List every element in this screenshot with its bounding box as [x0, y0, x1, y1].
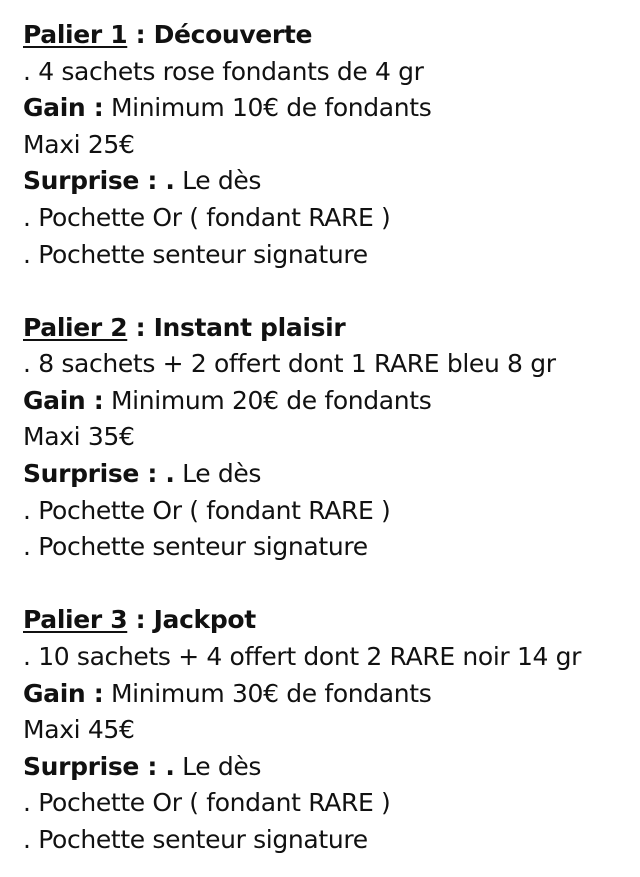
surprise-label: Surprise : . — [23, 166, 175, 196]
tier-separator: : — [127, 312, 154, 342]
tier-item-line: . 10 sachets + 4 offert dont 2 RARE noir 14 gr — [23, 641, 582, 671]
tier-name: Découverte — [153, 20, 313, 49]
tier-pochette-or-line: . Pochette Or ( fondant RARE ) — [23, 495, 391, 525]
tier-gain-line — [23, 383, 640, 420]
tier-item-line: . 4 sachets rose fondants de 4 gr — [23, 56, 424, 86]
tier-separator: : — [127, 605, 154, 635]
tier-surprise-line — [23, 749, 640, 786]
tier-heading — [23, 602, 640, 639]
tier-1 — [23, 17, 640, 273]
gain-text: Minimum 30€ de fondants — [103, 678, 432, 708]
gain-text: Minimum 20€ de fondants — [103, 385, 432, 415]
tier-pochette-or-line: . Pochette Or ( fondant RARE ) — [23, 202, 391, 232]
gain-text: Minimum 10€ de fondants — [103, 93, 432, 123]
tier-maxi-line: Maxi 45€ — [23, 715, 135, 745]
tier-3 — [23, 602, 640, 858]
tier-separator: : — [127, 20, 154, 49]
surprise-label: Surprise : . — [23, 751, 175, 781]
tier-pochette-senteur-line: . Pochette senteur signature — [23, 239, 368, 269]
tier-pochette-or-line: . Pochette Or ( fondant RARE ) — [23, 788, 391, 818]
tier-pochette-senteur-line: . Pochette senteur signature — [23, 532, 368, 562]
surprise-text: Le dès — [174, 459, 262, 489]
tier-name: Instant plaisir — [153, 312, 346, 342]
tier-heading — [23, 17, 640, 54]
tier-label: Palier 2 — [23, 312, 128, 342]
tier-gain-line — [23, 90, 640, 127]
gain-label: Gain : — [23, 385, 104, 415]
surprise-label: Surprise : . — [23, 459, 175, 489]
tier-surprise-line — [23, 163, 640, 200]
tier-surprise-line — [23, 456, 640, 493]
surprise-text: Le dès — [174, 166, 262, 196]
gain-label: Gain : — [23, 678, 104, 708]
surprise-text: Le dès — [174, 751, 262, 781]
tier-pochette-senteur-line: . Pochette senteur signature — [23, 824, 368, 854]
gain-label: Gain : — [23, 93, 104, 123]
tier-name: Jackpot — [153, 605, 256, 635]
tier-maxi-line: Maxi 25€ — [23, 129, 135, 159]
tier-maxi-line: Maxi 35€ — [23, 422, 135, 452]
tier-item-line: . 8 sachets + 2 offert dont 1 RARE bleu 8 gr — [23, 349, 556, 379]
tier-gain-line — [23, 676, 640, 713]
tier-2 — [23, 310, 640, 566]
tier-heading — [23, 310, 640, 347]
tier-label: Palier 1 — [23, 20, 128, 49]
tier-label: Palier 3 — [23, 605, 128, 635]
